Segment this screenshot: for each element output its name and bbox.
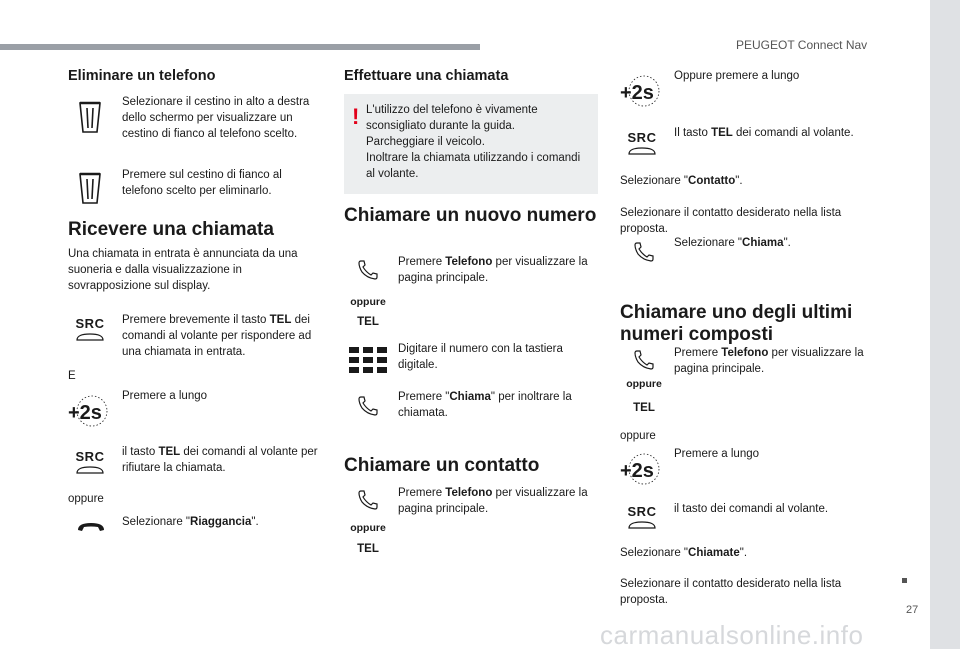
two-seconds-press-icon [618,451,662,487]
page-number: 27 [906,604,919,616]
header-bar [0,44,480,50]
header-title: PEUGEOT Connect Nav [736,38,868,52]
two-seconds-press-icon [618,73,662,109]
contatto-step-4: Selezionare "Contatto". [620,175,743,187]
svg-text:+2s: +2s [620,82,654,104]
section-title-eliminare: Eliminare un telefono [68,68,216,84]
src-steering-control-icon: SRC [622,504,662,529]
continuation-marker [902,578,907,583]
keypad-icon [348,346,388,374]
ultimi-step-5: Selezionare il contatto desiderato nella lista proposta. [620,578,842,606]
tel-label: TEL [633,402,655,414]
two-seconds-press-icon [66,393,110,429]
svg-text:+2s: +2s [620,460,654,482]
ultimi-step-3: il tasto dei comandi al volante. [674,503,829,515]
src-steering-control-icon: SRC [622,130,662,155]
nuovo-step-1: Premere Telefono per visualizzare la pagina principale. [398,256,588,284]
phone-icon [356,258,380,282]
ultimi-step-4: Selezionare "Chiamate". [620,547,748,559]
oppure-label: oppure [350,522,386,534]
hang-up-icon [76,519,106,535]
oppure-label: oppure [68,493,104,505]
ricevere-step-2: Premere a lungo [122,390,208,402]
phone-icon [632,348,656,372]
oppure-label: oppure [620,430,656,442]
section-title-effettuare: Effettuare una chiamata [344,68,509,84]
section-title-nuovo-numero: Chiamare un nuovo numero [344,205,597,226]
oppure-label: oppure [626,378,662,390]
warning-icon: ! [352,104,360,129]
eliminare-step-1: Selezionare il cestino in alto a destra dello schermo per visualizzare un cestino di fianco al telefono scelto. [122,96,310,140]
ultimi-step-1: Premere Telefono per visualizzare la pagina principale. [674,347,864,375]
tel-label: TEL [357,543,379,555]
contatto-step-5: Selezionare il contatto desiderato nella lista proposta. [620,207,842,235]
contatto-step-3: Il tasto TEL dei comandi al volante. [674,127,854,139]
contatto-step-1: Premere Telefono per visualizzare la pagina principale. [398,487,588,515]
ultimi-step-2: Premere a lungo [674,448,760,460]
warning-text: L'utilizzo del telefono è vivamente sconsigliato durante la guida. Parcheggiare il veicolo. Inoltrare la chiamata utilizzando i comandi al volante. [366,104,581,180]
phone-icon [632,240,656,264]
svg-text:+2s: +2s [68,402,102,424]
section-title-ricevere: Ricevere una chiamata [68,219,274,240]
src-steering-control-icon: SRC [70,449,110,474]
watermark: carmanualsonline.info [600,620,864,649]
page-edge-bar [930,0,960,649]
contatto-step-2: Oppure premere a lungo [674,70,800,82]
tel-label: TEL [357,316,379,328]
trash-icon [76,170,104,206]
section-title-ultimi: Chiamare uno degli ultimi numeri composti [620,302,853,345]
contatto-step-6: Selezionare "Chiama". [674,237,791,249]
e-label: E [68,370,76,382]
ricevere-step-3: il tasto TEL dei comandi al volante per rifiutare la chiamata. [122,446,318,474]
eliminare-step-2: Premere sul cestino di fianco al telefono scelto per eliminarlo. [122,169,282,197]
src-steering-control-icon: SRC [70,316,110,341]
oppure-label: oppure [350,296,386,308]
trash-icon [76,99,104,135]
phone-icon [356,488,380,512]
phone-icon [356,394,380,418]
nuovo-step-2: Digitare il numero con la tastiera digitale. [398,343,563,371]
ricevere-step-4: Selezionare "Riaggancia". [122,516,259,528]
section-title-contatto: Chiamare un contatto [344,455,540,476]
ricevere-intro: Una chiamata in entrata è annunciata da una suoneria e dalla visualizzazione in sovrapposizione sul display. [68,248,298,292]
nuovo-step-3: Premere "Chiama" per inoltrare la chiamata. [398,391,572,419]
ricevere-step-1: Premere brevemente il tasto TEL dei comandi al volante per rispondere ad una chiamata in entrata. [122,314,312,358]
